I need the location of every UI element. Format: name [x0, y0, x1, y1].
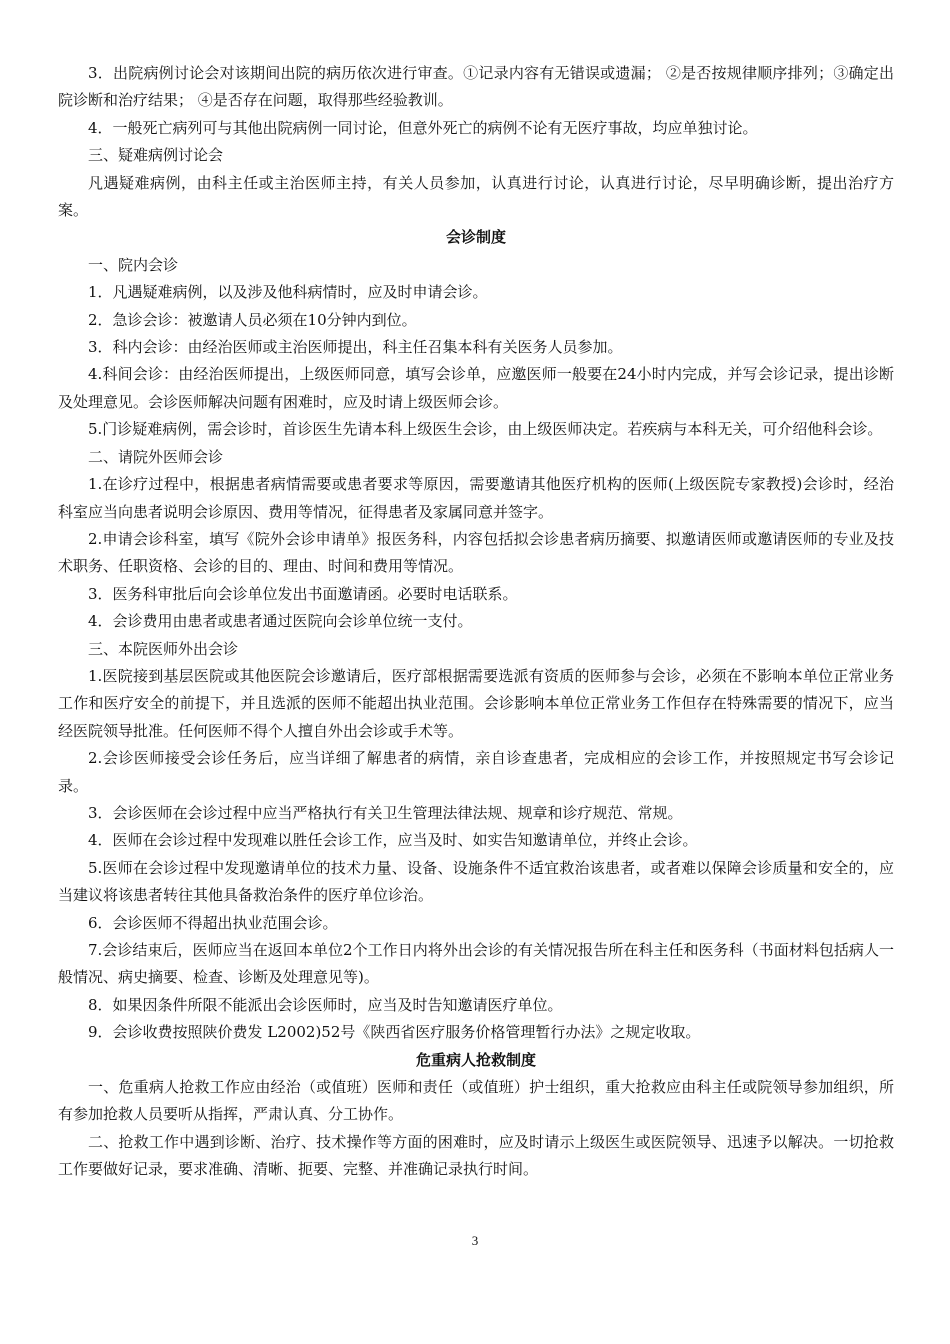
list-item: 1．凡遇疑难病例，以及涉及他科病情时，应及时申请会诊。 — [88, 283, 488, 302]
section-heading-outgoing-consultation: 三、本院医师外出会诊 — [88, 639, 239, 658]
list-item: 3．科内会诊：由经治医师或主治医师提出，科主任召集本科有关医务人员参加。 — [88, 338, 623, 357]
page-number: 3 — [471, 1233, 479, 1248]
list-item: 3．会诊医师在会诊过程中应当严格执行有关卫生管理法律法规、规章和诊疗规范、常规。 — [88, 803, 683, 822]
title-consultation-system: 会诊制度 — [445, 228, 506, 247]
list-item: 5.门诊疑难病例，需会诊时，首诊医生先请本科上级医生会诊，由上级医师决定。若疾病与本科无关，可介绍他科会诊。 — [88, 420, 883, 439]
paragraph-death-cases: 4．一般死亡病列可与其他出院病例一同讨论，但意外死亡的病例不论有无医疗事故，均应单独讨论。 — [88, 118, 758, 137]
list-item: 1.在诊疗过程中，根据患者病情需要或患者要求等原因，需要邀请其他医疗机构的医师(上级医院专家教授)会诊时，经治 科室应当向患者说明会诊原因、费用等情况，征得患者及家属同意并签字。 — [58, 475, 894, 521]
list-item: 2．急诊会诊：被邀请人员必须在10分钟内到位。 — [88, 310, 417, 329]
list-item: 4.科间会诊：由经治医师提出，上级医师同意，填写会诊单，应邀医师一般要在24小时内完成，并写会诊记录，提出诊断及处理意见。会诊医师解决问题有困难时，应及时请上级医师会诊。 — [58, 365, 894, 411]
paragraph-difficult-cases: 凡遇疑难病例，由科主任或主治医师主持，有关人员参加，认真进行讨论，认真进行讨论，尽早明确诊断，提出治疗方案。 — [58, 173, 894, 220]
list-item: 2.会诊医师接受会诊任务后，应当详细了解患者的病情，亲自诊查患者，完成相应的会诊工作，并按照规定书写会诊记录。 — [58, 749, 894, 795]
section-heading-internal-consultation: 一、院内会诊 — [88, 255, 179, 274]
list-item: 6．会诊医师不得超出执业范围会诊。 — [88, 913, 338, 932]
list-item: 1.医院接到基层医院或其他医院会诊邀请后，医疗部根据需要选派有资质的医师参与会诊，必须在不影响本单位正常业务工作和医疗安全的前提下，并且选派的医师不能超出执业范围。会诊影响本单位正常业务工作但存在特殊需要的情况下，应当经医院领导批准。任何医师不得个人擅自外出会诊或手术等。 — [58, 666, 894, 740]
title-critical-rescue-system: 危重病人抢救制度 — [415, 1050, 536, 1069]
list-item: 二、抢救工作中遇到诊断、治疗、技术操作等方面的困难时，应及时请示上级医生或医院领导、迅速予以解决。一切抢救工作要做好记录，要求准确、清晰、扼要、完整、并准确记录执行时间。 — [58, 1132, 894, 1179]
list-item: 7.会诊结束后，医师应当在返回本单位2个工作日内将外出会诊的有关情况报告所在科主任和医务科（书面材料包括病人一般情况、病史摘要、检查、诊断及处理意见等)。 — [58, 941, 894, 987]
list-item: 8．如果因条件所限不能派出会诊医师时，应当及时告知邀请医疗单位。 — [88, 995, 563, 1014]
list-item: 4．会诊费用由患者或患者通过医院向会诊单位统一支付。 — [88, 612, 473, 631]
list-item: 9．会诊收费按照陕价费发 L2002)52号《陕西省医疗服务价格管理暂行办法》之规定收取。 — [88, 1023, 701, 1042]
paragraph-discharge-review: 3．出院病例讨论会对该期间出院的病历依次进行审查。①记录内容有无错误或遗漏； ②是否按规律顺序排列；③确定出院诊断和治疗结果； ④是否存在问题，取得那些经验教训。 — [58, 64, 894, 110]
list-item: 2.申请会诊科室，填写《院外会诊申请单》报医务科，内容包括拟会诊患者病历摘要、拟邀请医师或邀请医师的专业及技术职务、任职资格、会诊的目的、理由、时间和费用等情况。 — [58, 529, 894, 576]
list-item: 一、危重病人抢救工作应由经治（或值班）医师和责任（或值班）护士组织，重大抢救应由科主任或院领导参加组织，所有参加抢救人员要听从指挥，严肃认真、分工协作。 — [58, 1078, 894, 1124]
document-page — [58, 60, 894, 1184]
list-item: 4．医师在会诊过程中发现难以胜任会诊工作，应当及时、如实告知邀请单位，并终止会诊。 — [88, 831, 698, 850]
section-heading-difficult-cases: 三、疑难病例讨论会 — [88, 146, 224, 165]
list-item: 3．医务科审批后向会诊单位发出书面邀请函。必要时电话联系。 — [88, 584, 518, 603]
list-item: 5.医师在会诊过程中发现邀请单位的技术力量、设备、设施条件不适宜救治该患者，或者难以保障会诊质量和安全的，应当建议将该患者转往其他具备救治条件的医疗单位诊治。 — [58, 858, 894, 905]
section-heading-external-doctor-consultation: 二、请院外医师会诊 — [88, 447, 224, 466]
